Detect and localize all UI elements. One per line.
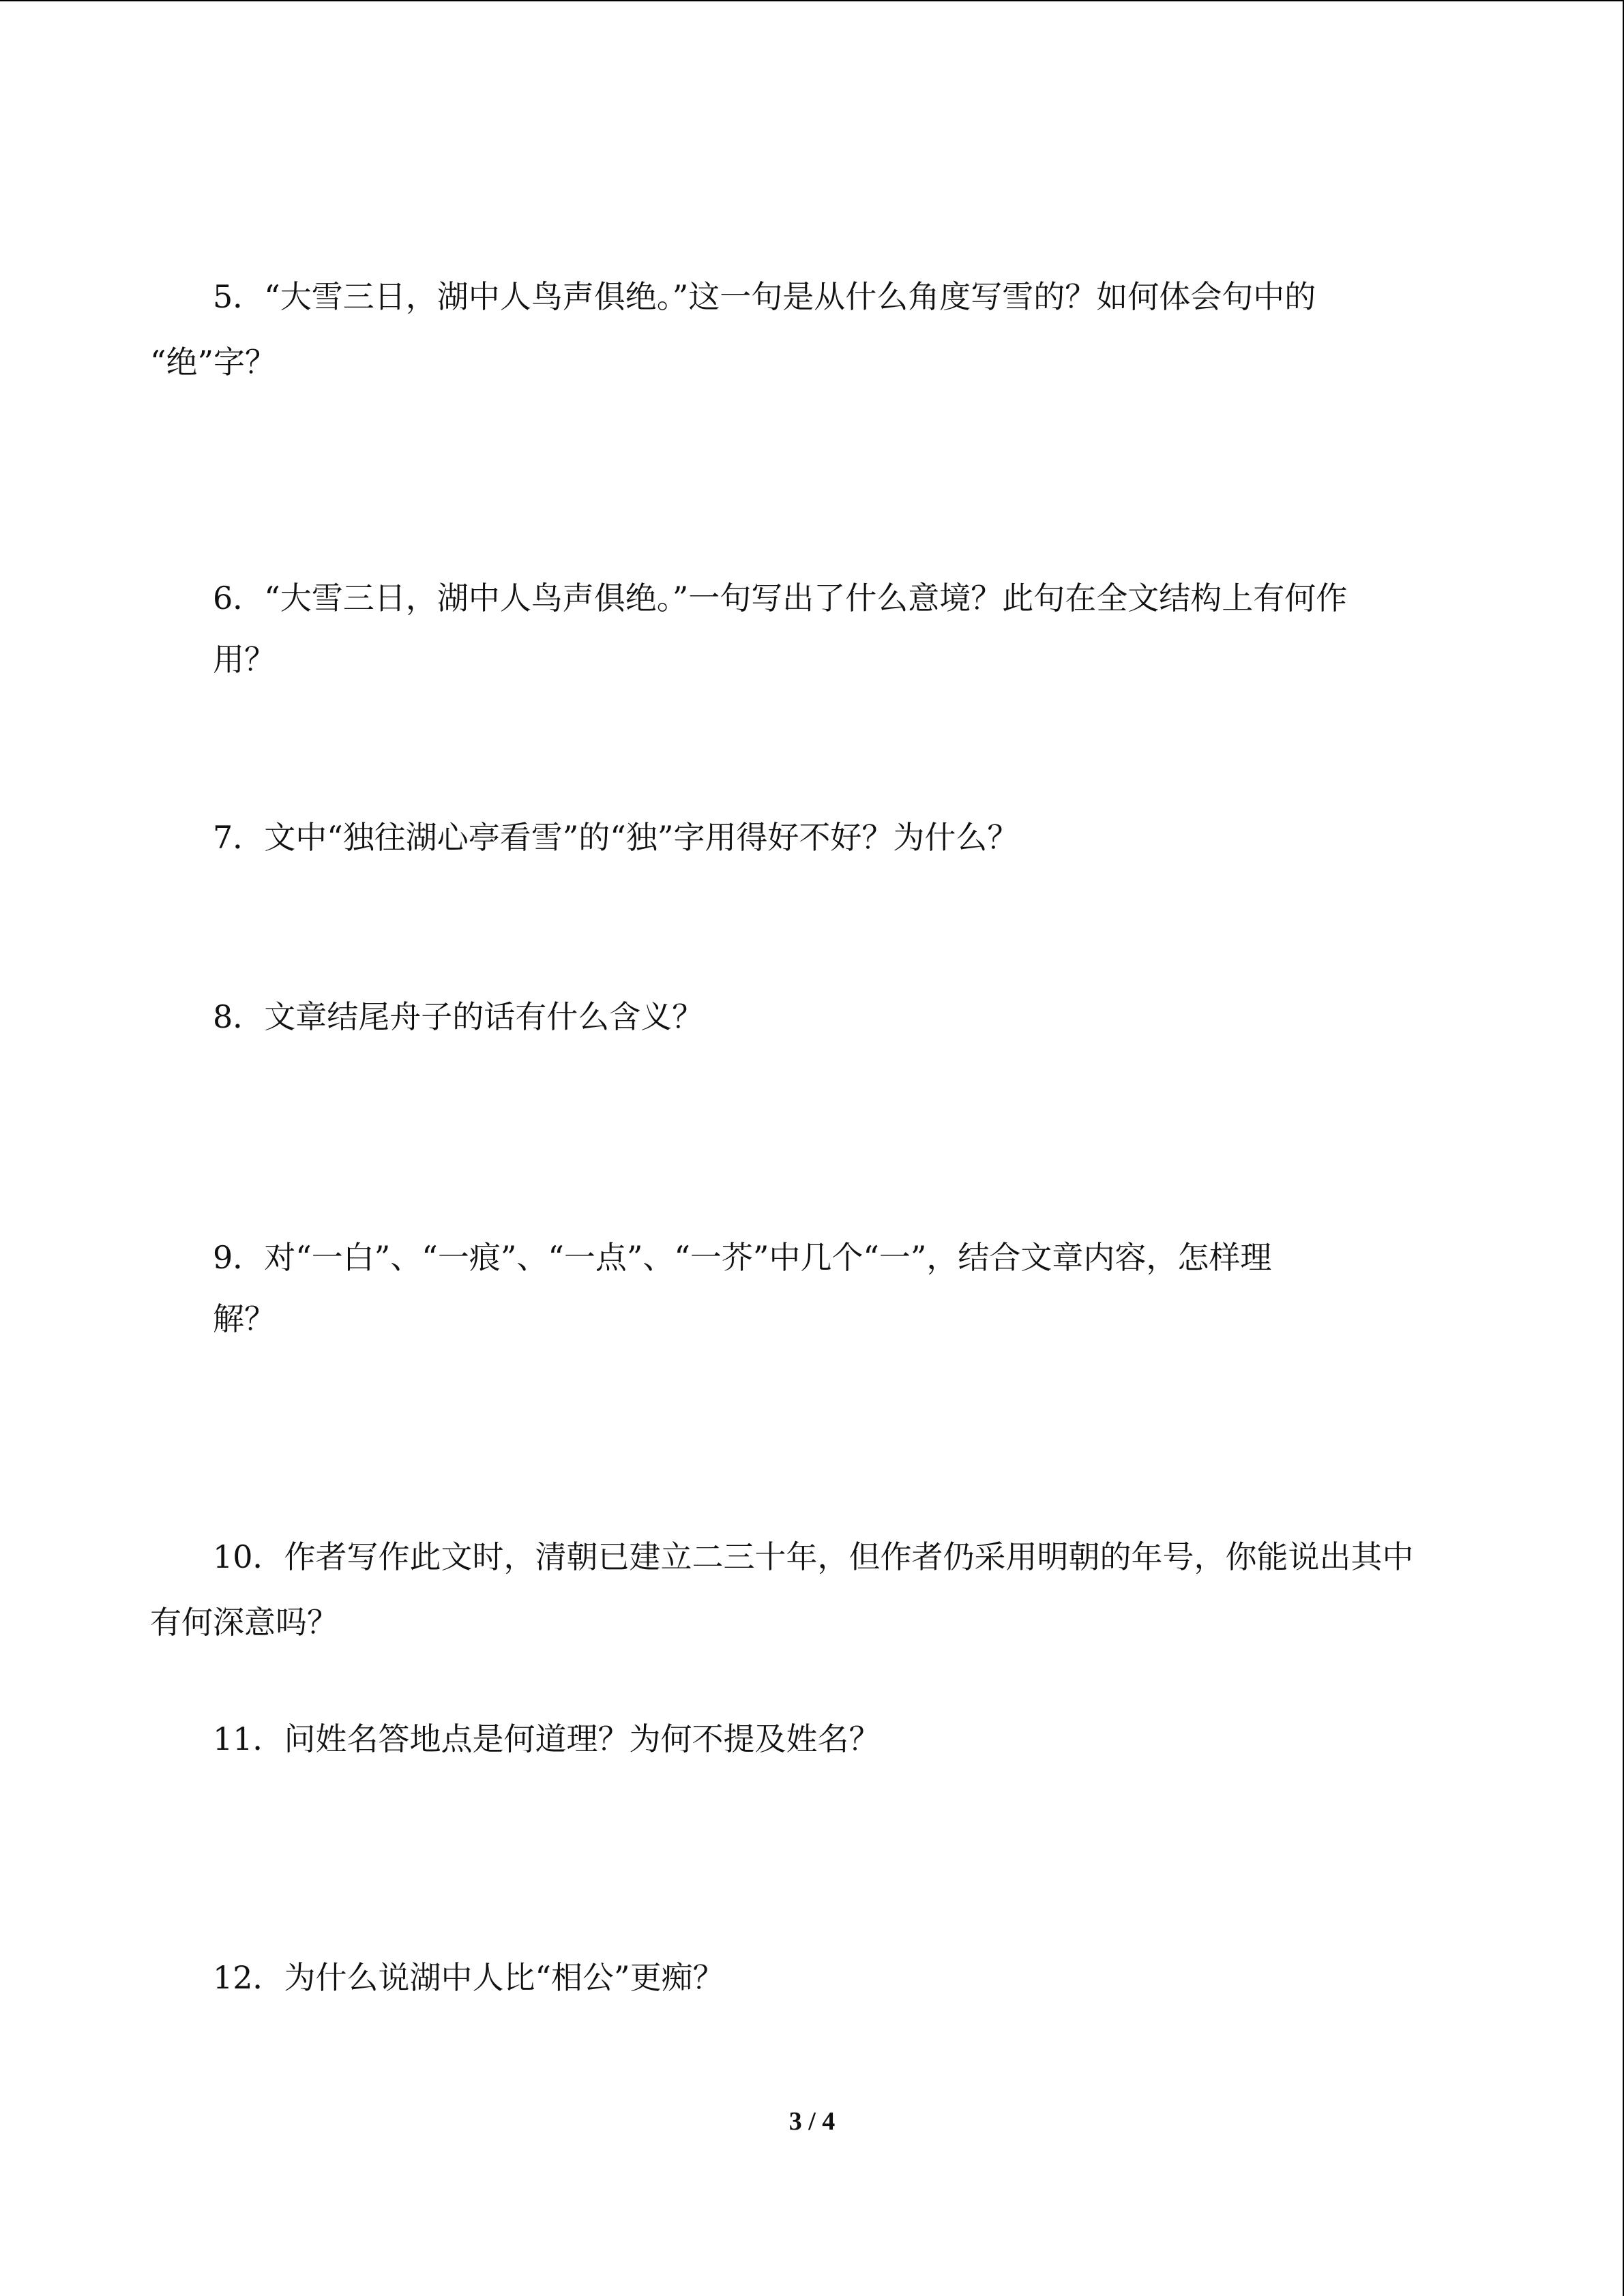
question-11-line-1: 11．问姓名答地点是何道理？为何不提及姓名？ bbox=[213, 1720, 881, 1757]
question-8-line-1: 8．文章结尾舟子的话有什么含义？ bbox=[213, 998, 704, 1035]
question-9-line-2: 解？ bbox=[213, 1300, 276, 1337]
question-6-line-2: 用？ bbox=[213, 641, 276, 678]
question-10-line-1: 10．作者写作此文时，清朝已建立二三十年，但作者仍采用明朝的年号，你能说出其中 bbox=[213, 1538, 1414, 1575]
question-12-line-1: 12．为什么说湖中人比“相公”更痴？ bbox=[213, 1959, 724, 1996]
question-7-line-1: 7．文中“独往湖心亭看雪”的“独”字用得好不好？为什么？ bbox=[213, 819, 1019, 856]
question-9-line-1: 9．对“一白”、“一痕”、“一点”、“一芥”中几个“一”，结合文章内容，怎样理 bbox=[213, 1239, 1272, 1276]
page-number: 3 / 4 bbox=[788, 2107, 836, 2136]
question-5-line-2: “绝”字？ bbox=[150, 344, 277, 381]
question-5-line-1: 5．“大雪三日，湖中人鸟声俱绝。”这一句是从什么角度写雪的？如何体会句中的 bbox=[213, 278, 1316, 315]
question-6-line-1: 6．“大雪三日，湖中人鸟声俱绝。”一句写出了什么意境？此句在全文结构上有何作 bbox=[213, 580, 1348, 616]
question-10-line-2: 有何深意吗？ bbox=[150, 1604, 338, 1641]
